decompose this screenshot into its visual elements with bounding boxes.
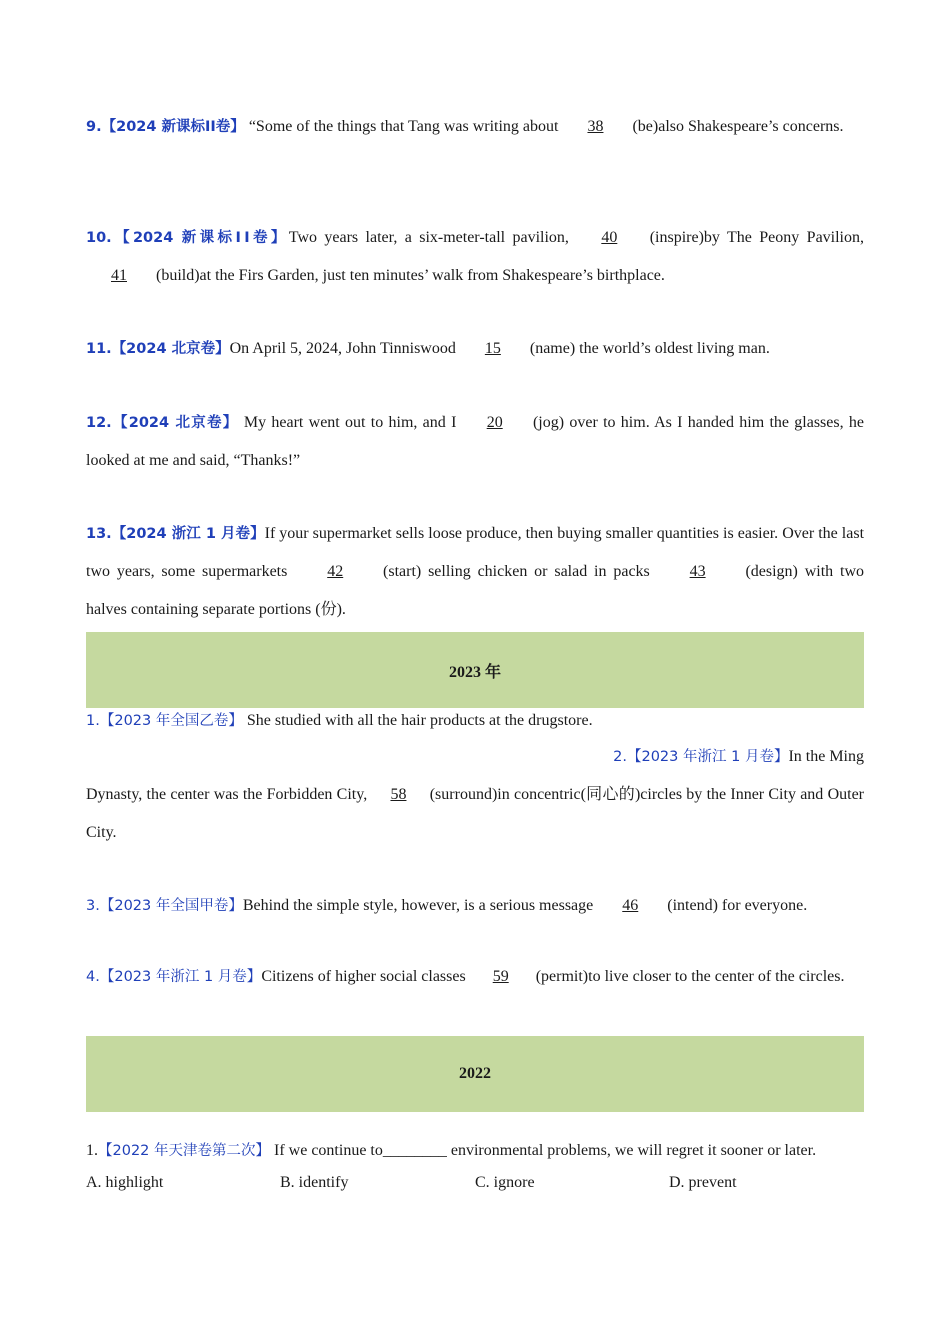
answer-blank: 58	[390, 786, 407, 803]
question-2023-4	[86, 958, 864, 996]
question-first-line	[86, 738, 864, 776]
question-text: (intend) for everyone.	[663, 897, 808, 914]
question-text: (permit)to live closer to the center of the circles.	[531, 968, 845, 985]
question-11	[86, 330, 864, 368]
answer-blank: 20	[486, 414, 503, 431]
source-tag: 【2024 北京卷】	[111, 415, 239, 431]
question-text: In the Ming	[788, 748, 864, 765]
question-text: Behind the simple style, however, is a serious message	[242, 897, 598, 914]
source-tag: 【2024 新课标ⅠⅠ卷】	[101, 119, 245, 135]
source-tag: 【2024 新课标ⅠⅠ卷】	[111, 230, 289, 246]
question-text: My heart went out to him, and I	[238, 414, 462, 431]
question-text: If your supermarket sells loose produce, then buying smaller quantities is easier. Over the last two years, some supermarkets	[86, 525, 865, 580]
question-number: 13.	[86, 526, 112, 542]
question-text: On April 5, 2024, John Tinniswood	[229, 340, 460, 357]
question-text: (name) the world’s oldest living man.	[525, 340, 770, 357]
question-text: She studied with all the hair products at the drugstore.	[242, 712, 593, 729]
question-10	[86, 219, 864, 295]
question-text: (inspire)by The Peony Pavilion,	[642, 229, 865, 246]
option-b: B. identify	[280, 1174, 349, 1191]
question-2022-1	[86, 1132, 864, 1170]
question-12	[86, 404, 864, 480]
answer-blank: 59	[492, 968, 509, 985]
question-text: (design) with two halves containing separate portions (份).	[86, 563, 865, 618]
question-text: “Some of the things that Tang was writing about	[244, 118, 563, 135]
source-tag: 【2024 浙江 1 月卷】	[111, 526, 265, 542]
question-number: 11.	[86, 341, 112, 357]
answer-blank: 46	[622, 897, 639, 914]
source-tag: 【2022 年天津卷第二次】	[98, 1143, 271, 1159]
question-2023-3	[86, 887, 864, 925]
source-tag: 【2023 年全国乙卷】	[99, 713, 243, 729]
option-d: D. prevent	[669, 1174, 737, 1191]
question-text: (jog) over to him. As I handed him the glasses, he looked at me and said, “Thanks!”	[86, 414, 864, 469]
answer-blank: 43	[689, 563, 706, 580]
question-text: (start) selling chicken or salad in packs	[376, 563, 657, 580]
source-tag: 【2023 年浙江 1 月卷】	[626, 749, 789, 765]
question-text: Citizens of higher social classes	[261, 968, 470, 985]
question-number: 10.	[86, 230, 112, 246]
question-number: 9.	[86, 119, 102, 135]
question-number: 4.	[86, 969, 100, 985]
answer-blank: 38	[587, 118, 604, 135]
question-2023-2	[86, 738, 864, 852]
question-13	[86, 515, 864, 629]
question-number: 1.	[86, 713, 100, 729]
question-9	[86, 108, 864, 146]
source-tag: 【2023 年全国甲卷】	[99, 898, 243, 914]
source-tag: 【2024 北京卷】	[111, 341, 230, 357]
question-text: Two years later, a six-meter-tall pavilion,	[288, 229, 577, 246]
question-continuation	[86, 776, 864, 852]
question-2023-1	[86, 702, 864, 740]
question-text: Dynasty, the center was the Forbidden City,	[86, 786, 372, 803]
answer-blank: 15	[484, 340, 501, 357]
section-header-2022: 2022	[86, 1036, 864, 1112]
question-number: 2.	[613, 749, 627, 765]
answer-blank: 41	[111, 267, 127, 284]
question-text: (surround)in concentric(同心的)circles by the Inner City and Outer City.	[86, 786, 865, 841]
question-text: If we continue to________ environmental problems, we will regret it sooner or later.	[270, 1142, 817, 1159]
answer-options	[86, 1174, 864, 1200]
question-number: 3.	[86, 898, 100, 914]
answer-blank: 40	[601, 229, 618, 246]
question-number: 12.	[86, 415, 112, 431]
question-text: (build)at the Firs Garden, just ten minutes’ walk from Shakespeare’s birthplace.	[152, 267, 665, 284]
source-tag: 【2023 年浙江 1 月卷】	[99, 969, 262, 985]
answer-blank: 42	[327, 563, 344, 580]
question-number: 1.	[86, 1142, 98, 1159]
option-a: A. highlight	[86, 1174, 164, 1191]
option-c: C. ignore	[475, 1174, 535, 1191]
question-text: (be)also Shakespeare’s concerns.	[628, 118, 844, 135]
section-header-2023: 2023 年	[86, 632, 864, 708]
